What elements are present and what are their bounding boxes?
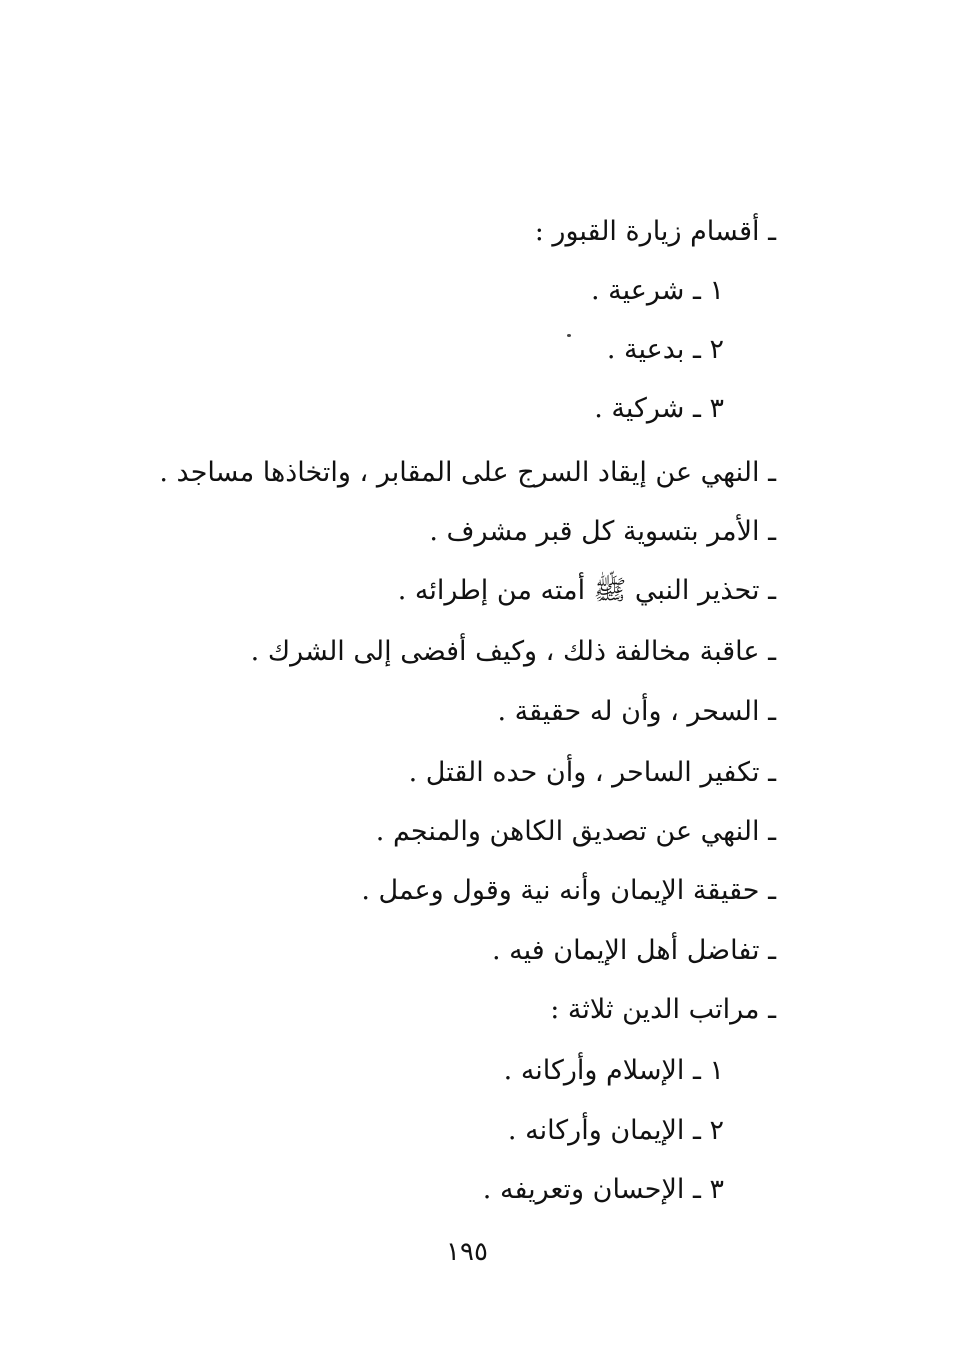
text-line: ـ تحذير النبي ﷺ أمته من إطرائه .	[397, 575, 776, 606]
list-item: ٢ ـ بدعية .	[606, 334, 724, 365]
list-item: ٢ ـ الإيمان وأركانه .	[507, 1115, 724, 1146]
heading-religion-levels: ـ مراتب الدين ثلاثة :	[550, 994, 776, 1025]
list-item: ٣ ـ شركية .	[594, 393, 724, 424]
text-line: ـ عاقبة مخالفة ذلك ، وكيف أفضى إلى الشرك .	[250, 636, 776, 667]
list-item: ١ ـ الإسلام وأركانه .	[503, 1055, 724, 1086]
text-line: ـ النهي عن تصديق الكاهن والمنجم .	[375, 816, 776, 847]
page-number: ١٩٥	[446, 1237, 488, 1267]
scan-speck	[567, 334, 571, 337]
text-line: ـ الأمر بتسوية كل قبر مشرف .	[429, 516, 776, 547]
list-item: ١ ـ شرعية .	[590, 275, 724, 306]
text-line: ـ النهي عن إيقاد السرج على المقابر ، واتخاذها مساجد .	[159, 457, 776, 488]
text-line: ـ تفاضل أهل الإيمان فيه .	[492, 935, 776, 966]
text-line: ـ السحر ، وأن له حقيقة .	[497, 696, 776, 727]
text-line: ـ حقيقة الإيمان وأنه نية وقول وعمل .	[361, 875, 776, 906]
list-item: ٣ ـ الإحسان وتعريفه .	[482, 1174, 724, 1205]
heading-grave-visits: ـ أقسام زيارة القبور :	[534, 216, 776, 247]
text-line: ـ تكفير الساحر ، وأن حده القتل .	[408, 757, 776, 788]
